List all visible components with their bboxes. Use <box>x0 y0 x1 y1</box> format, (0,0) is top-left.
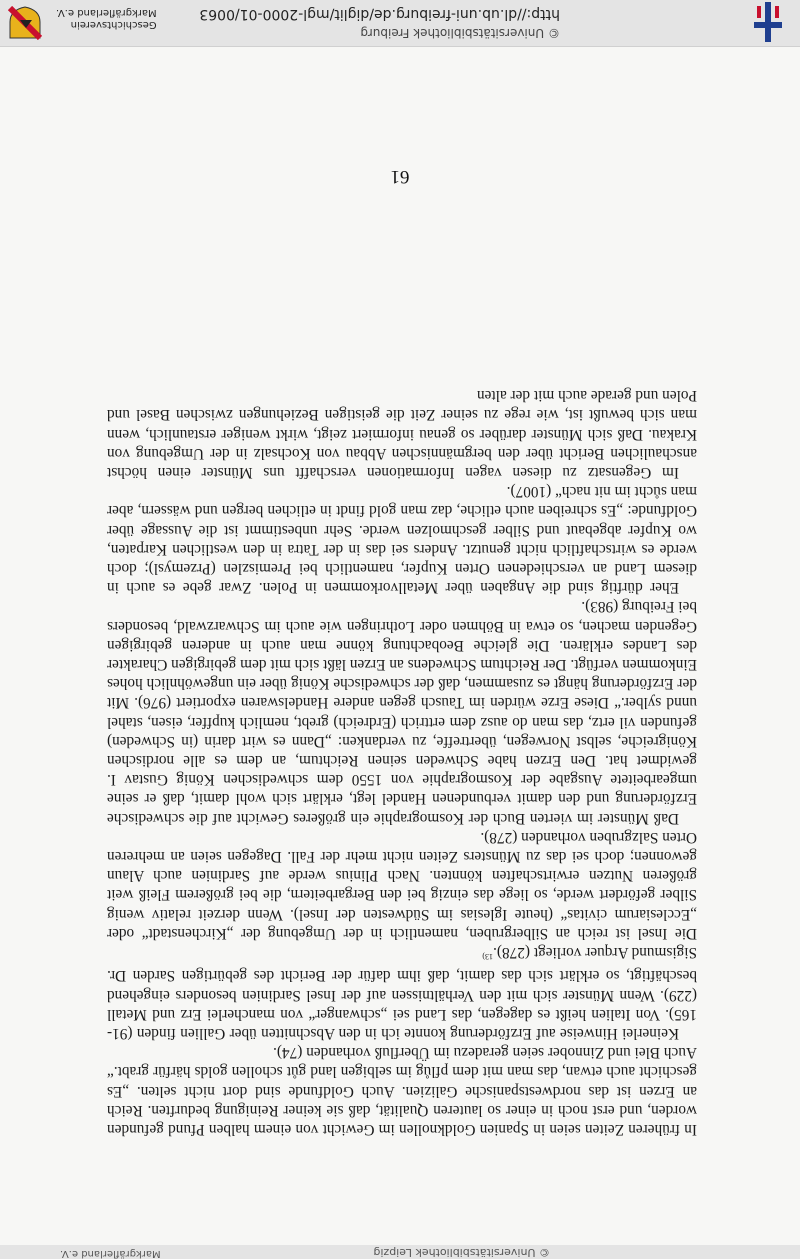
bottom-toolbar <box>0 1245 800 1259</box>
paragraph: In früheren Zeiten seien in Spanien Goldknollen im Gewicht von einem halben Pfund gefunden worden, und erst noch in einer so lauteren Qualität, daß sie keiner Reinigung bedurften. Reich an Erzen ist das nordwestspanische Galizien. Auch Goldfunde sind dort nicht selten. „Es geschicht auch etwan, das man mit dem pflůg im selbigen land gůt schollen golds härfür grabt.“ Auch Blei und Zinnober seien geradezu im Überfluß vorhanden (74). <box>107 1044 697 1138</box>
coat-of-arms-icon[interactable] <box>8 6 42 40</box>
bottom-society-text: Markgräflerland e.V. <box>60 1248 161 1259</box>
footnote-ref[interactable]: 13) <box>482 952 494 962</box>
page-number: 61 <box>390 166 410 187</box>
bottom-copyright: © Universitätsbibliothek Leipzig <box>373 1246 550 1259</box>
paragraph: Die Insel ist reich an Silbergruben, namentlich in der Umgebung der „Kirchenstadt“ oder „Ecclesiarum civitas“ (heute Iglesias im Südwesten der Insel). Wenn derzeit relativ wenig Silber gefördert werde, so liege das einzig bei den Bergarbeitern, die bei größerem Fleiß weit größeren Nutzen erwirtschaften könnten. Nach Plinius werde auf Sardinien auch Alaun gewonnen; doch sei das zu Münsters Zeiten nicht mehr der Fall. Dagegen seien an mehreren Orten Salzgruben vorhanden (278). <box>107 828 697 942</box>
ub-freiburg-logo-icon[interactable] <box>754 2 782 42</box>
paragraph: Im Gegensatz zu diesen vagen Informationen verschafft uns Münster einen höchst anschaulichen Bericht über den bergmännischen Abbau von Kochsalz in der Umgebung von Krakau. Daß sich Münster darüber so genau informiert zeigt, wirkt weniger erstaunlich, wenn man sich bewußt ist, wie rege zu seiner Zeit die geistigen Beziehungen zwischen Basel und Polen und gerade auch mit der alten <box>107 387 697 481</box>
top-toolbar <box>0 0 800 47</box>
body-text <box>107 386 697 1139</box>
paragraph: Keinerlei Hinweise auf Erzförderung konnte ich in den Abschnitten über Gallien finden (91-165). Von Italien heißt es dagegen, das Land sei „schwanger“ von mancherlei Erz und Metall (229). Wenn Münster sich mit den Verhältnissen auf der Insel Sardinien besonders eingehend beschäftigt, so erklärt sich das damit, daß ihm dafür der Bericht des gebürtigen Sarden Dr. Sigismund Arquer vorliegt (278).$^{13)}$ <box>107 944 697 1042</box>
society-name: Geschichtsverein Markgräflerland e.V. <box>56 7 157 30</box>
copyright-text: © Universitätsbibliothek Freiburg <box>360 26 560 40</box>
page-url-link[interactable]: http://dl.ub.uni-freiburg.de/diglit/mgl-2000-01/0063 <box>199 6 560 22</box>
paragraph: Daß Münster im vierten Buch der Kosmographie ein größeres Gewicht auf die schwedische Erzförderung und den damit verbundenen Handel legt, erklärt sich wohl damit, daß er seine umgearbeitete Ausgabe der Kosmographie von 1550 dem schwedischen König Gustav I. gewidmet hat. Den Erzen habe Schweden seinen Reichtum, an dem es alle nordischen Königreiche, selbst Norwegen, übertreffe, zu verdanken: „Dann es wirt darin (in Schweden) gefunden vil ertz, das man do ausz dem erttrich (Erdreich) grebt, nemlich kupffer, eisen, stahel unnd sylber.“ Diese Erze würden im Tausch gegen andere Handelswaren exportiert (976). Mit der Erzförderung hängt es zusammen, daß der schwedische König über ein ungewöhnlich hohes Einkommen verfügt. Der Reichtum Schwedens an Erzen läßt sich mit dem gebirgigen Charakter des Landes erklären. Die gleiche Beobachtung könne man auch in anderen gebirgigen Gegenden machen, so etwa in Böhmen oder Lothringen wie auch im Schwarzwald, besonders bei Freiburg (983). <box>107 598 697 827</box>
paragraph: Eher dürftig sind die Angaben über Metallvorkommen in Polen. Zwar gebe es auch in diesem Land an verschiedenen Orten Kupfer, namentlich bei Premiszlen (Przemysl); doch werde es wirtschaftlich nicht genutzt. Anders sei das in der Tatra in den westlichen Karpaten, wo Kupfer abgebaut und Silber geschmolzen werde. Sehr unbestimmt ist die Aussage über Goldfunde: „Es schreiben auch etliche, daz man gold findt in etlichen bergen und wässern, aber man sůcht im nit nach“ (1007). <box>107 483 697 597</box>
